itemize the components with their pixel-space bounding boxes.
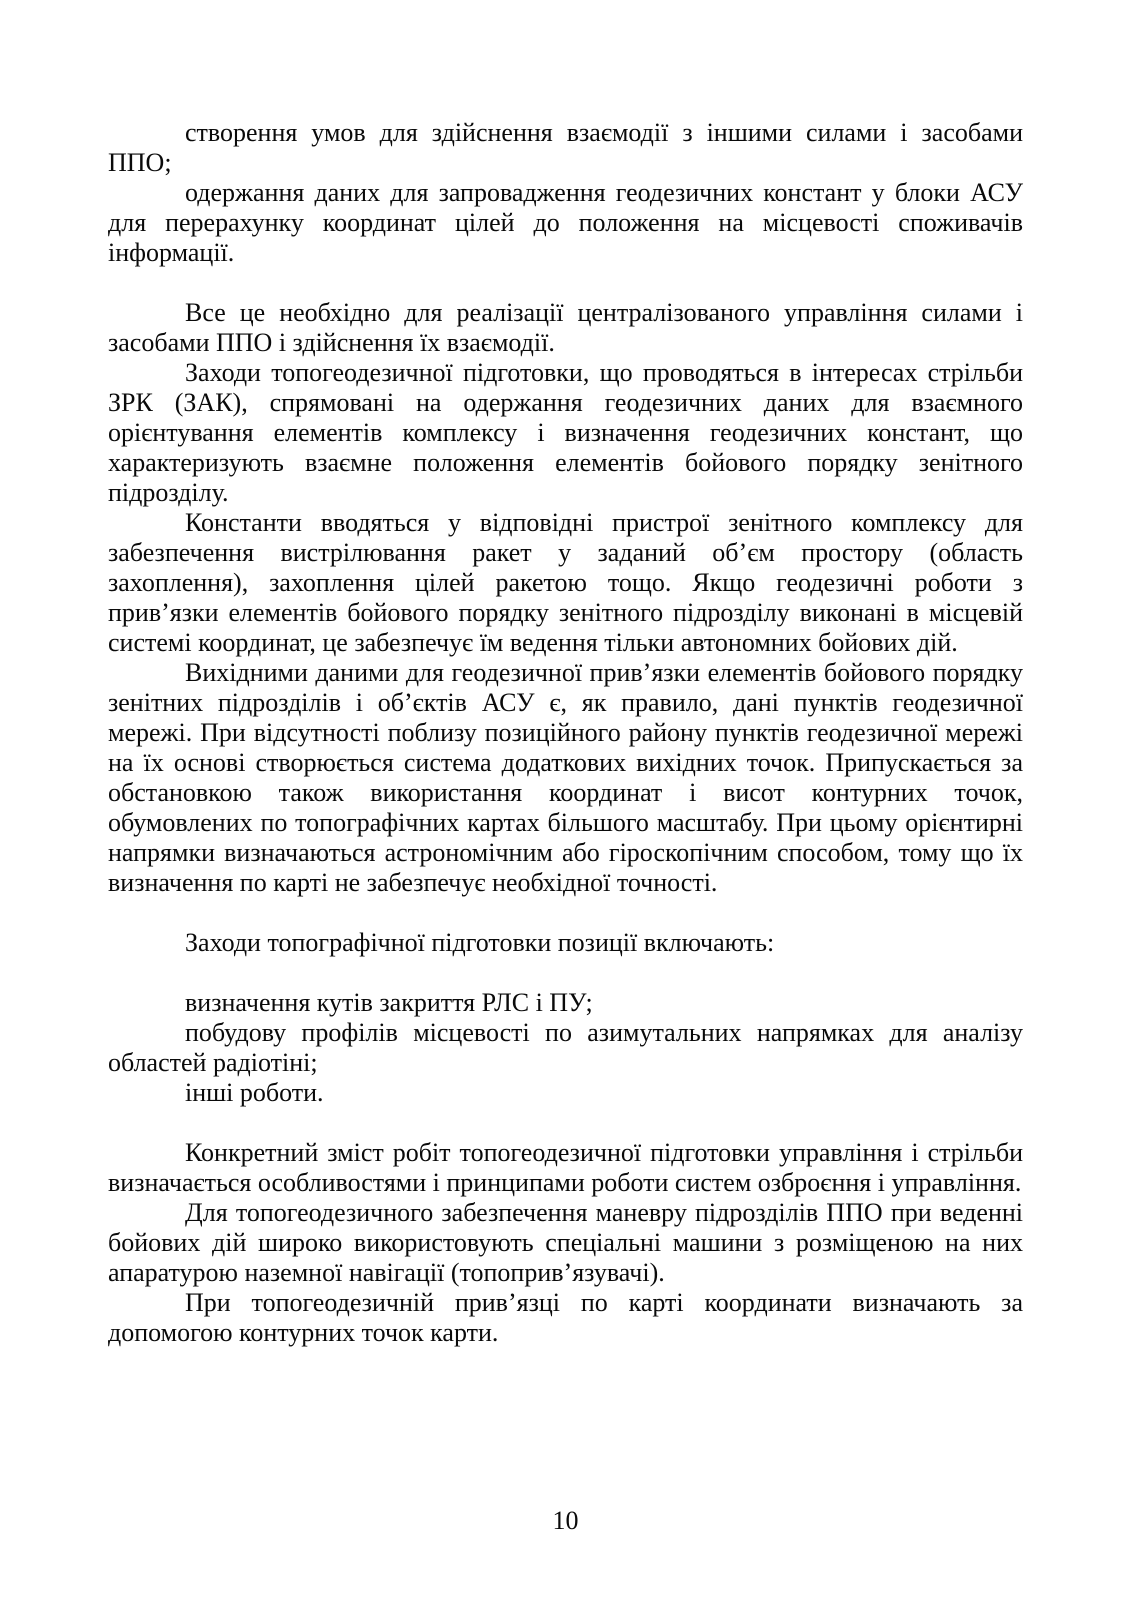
paragraph: Вихідними даними для геодезичної прив’язки елементів бойового порядку зенітних підрозділів і об’єктів АСУ є, як правило, дані пунктів геодезичної мережі. При відсутності поблизу позиційного району пунктів геодезичної мережі на їх основі створюється система додаткових вихідних точок. Припускається за обстановкою також використання координат і висот контурних точок, обумовлених по топографічних картах більшого масштабу. При цьому орієнтирні напрямки визначаються астрономічним або гіроскопічним способом, тому що їх визначення по карті не забезпечує необхідної точності. [108, 658, 1023, 897]
list-item-paragraph: побудову профілів місцевості по азимутальних напрямках для аналізу областей радіотіні; [108, 1018, 1023, 1077]
paragraph: Для топогеодезичного забезпечення маневру підрозділів ППО при веденні бойових дій широко використовують спеціальні машини з розміщеною на них апаратурою наземної навігації (топоприв’язувачі). [108, 1198, 1023, 1287]
paragraph: При топогеодезичній прив’язці по карті координати визначають за допомогою контурних точок карти. [108, 1288, 1023, 1347]
paragraph: Конкретний зміст робіт топогеодезичної підготовки управління і стрільби визначається особливостями і принципами роботи систем озброєння і управління. [108, 1138, 1023, 1197]
list-item-paragraph: визначення кутів закриття РЛС і ПУ; [185, 988, 593, 1017]
paragraph: Заходи топогеодезичної підготовки, що проводяться в інтересах стрільби ЗРК (ЗАК), спрямовані на одержання геодезичних даних для взаємного орієнтування елементів комплексу і визначення геодезичних констант, що характеризують взаємне положення елементів бойового порядку зенітного підрозділу. [108, 358, 1023, 507]
paragraph: одержання даних для запровадження геодезичних констант у блоки АСУ для перерахунку координат цілей до положення на місцевості споживачів інформації. [108, 178, 1023, 267]
paragraph: Константи вводяться у відповідні пристрої зенітного комплексу для забезпечення вистрілювання ракет у заданий об’єм простору (область захоплення), захоплення цілей ракетою тощо. Якщо геодезичні роботи з прив’язки елементів бойового порядку зенітного підрозділу виконані в місцевій системі координат, це забезпечує їм ведення тільки автономних бойових дій. [108, 508, 1023, 657]
list-item-paragraph: інші роботи. [185, 1078, 324, 1107]
paragraph: Заходи топографічної підготовки позиції включають: [185, 928, 775, 957]
page-number: 10 [552, 1506, 579, 1535]
paragraph: створення умов для здійснення взаємодії з іншими силами і засобами ППО; [108, 118, 1023, 177]
document-body [108, 118, 1023, 1348]
paragraph: Все це необхідно для реалізації централізованого управління силами і засобами ППО і здійснення їх взаємодії. [108, 298, 1023, 357]
